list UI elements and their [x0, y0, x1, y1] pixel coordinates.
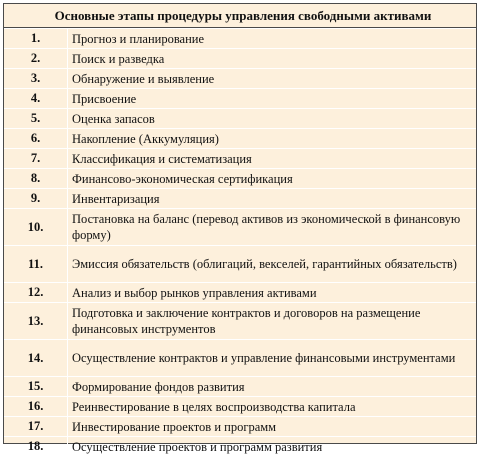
- row-text: Эмиссия обязательств (облигаций, векселей, гарантийных обязательств): [68, 246, 477, 283]
- row-number: 3.: [4, 69, 68, 89]
- row-number: 17.: [4, 417, 68, 437]
- table-row: [4, 246, 476, 283]
- table-row: [4, 149, 476, 169]
- row-number: 16.: [4, 397, 68, 417]
- row-number: 15.: [4, 377, 68, 397]
- row-number: 18.: [4, 437, 68, 457]
- row-text: Постановка на баланс (перевод активов из экономической в финансовую форму): [68, 209, 477, 246]
- row-text: Реинвестирование в целях воспроизводства капитала: [68, 397, 477, 417]
- table-row: [4, 49, 476, 69]
- table-row: [4, 283, 476, 303]
- stages-table-frame: [3, 3, 477, 454]
- table-row: [4, 29, 476, 49]
- row-text: Подготовка и заключение контрактов и договоров на размещение финансовых инструментов: [68, 303, 477, 340]
- row-number: 14.: [4, 340, 68, 377]
- row-text: Финансово-экономическая сертификация: [68, 169, 477, 189]
- row-text: Прогноз и планирование: [68, 29, 477, 49]
- row-text: Присвоение: [68, 89, 477, 109]
- row-text: Инвентаризация: [68, 189, 477, 209]
- row-number: 1.: [4, 29, 68, 49]
- row-text: Поиск и разведка: [68, 49, 477, 69]
- row-number: 2.: [4, 49, 68, 69]
- row-text: Классификация и систематизация: [68, 149, 477, 169]
- table-row: [4, 169, 476, 189]
- stages-table: [4, 28, 476, 457]
- row-number: 6.: [4, 129, 68, 149]
- table-row: [4, 89, 476, 109]
- table-title: Основные этапы процедуры управления свободными активами: [4, 4, 476, 28]
- table-row: [4, 303, 476, 340]
- row-number: 10.: [4, 209, 68, 246]
- row-number: 4.: [4, 89, 68, 109]
- row-text: Анализ и выбор рынков управления активами: [68, 283, 477, 303]
- row-text: Осуществление контрактов и управление финансовыми инструментами: [68, 340, 477, 377]
- row-number: 13.: [4, 303, 68, 340]
- row-text: Накопление (Аккумуляция): [68, 129, 477, 149]
- row-text: Обнаружение и выявление: [68, 69, 477, 89]
- table-row: [4, 109, 476, 129]
- row-number: 11.: [4, 246, 68, 283]
- row-text: Осуществление проектов и программ развития: [68, 437, 477, 457]
- row-number: 7.: [4, 149, 68, 169]
- row-text: Инвестирование проектов и программ: [68, 417, 477, 437]
- row-number: 12.: [4, 283, 68, 303]
- row-number: 9.: [4, 189, 68, 209]
- row-number: 5.: [4, 109, 68, 129]
- table-row: [4, 189, 476, 209]
- row-text: Оценка запасов: [68, 109, 477, 129]
- table-row: [4, 209, 476, 246]
- row-text: Формирование фондов развития: [68, 377, 477, 397]
- table-row: [4, 377, 476, 397]
- table-row: [4, 397, 476, 417]
- row-number: 8.: [4, 169, 68, 189]
- table-row: [4, 69, 476, 89]
- table-row: [4, 417, 476, 437]
- table-row: [4, 129, 476, 149]
- table-row: [4, 340, 476, 377]
- table-row: [4, 437, 476, 457]
